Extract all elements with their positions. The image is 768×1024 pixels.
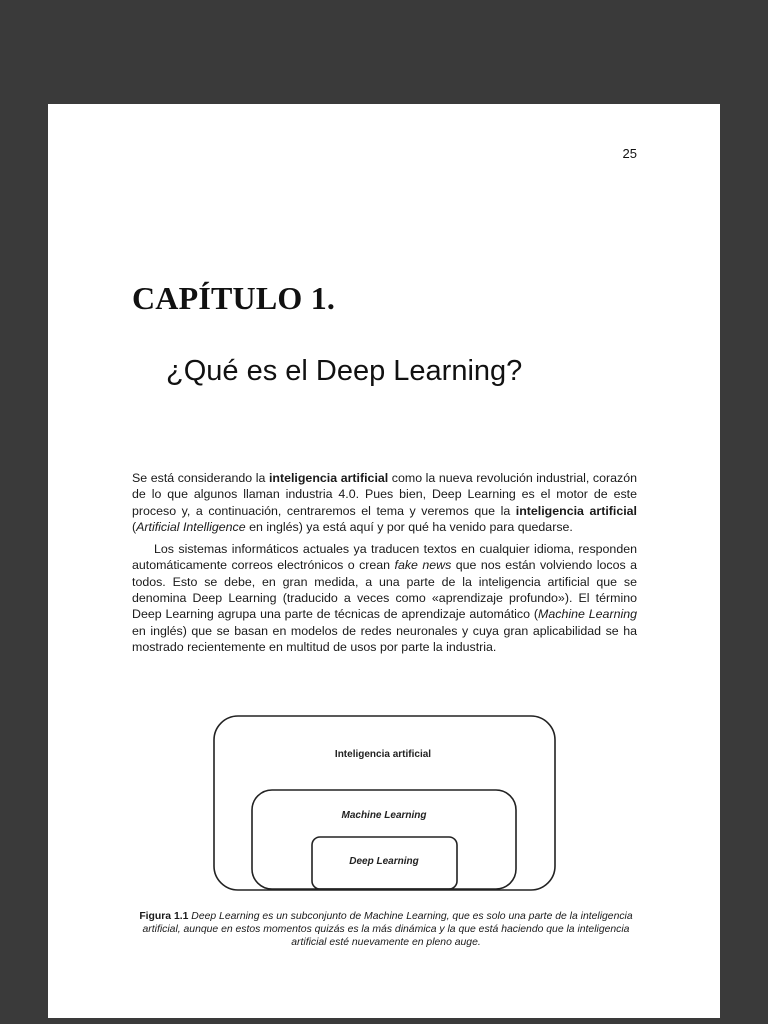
text-run: Machine Learning (538, 607, 637, 622)
page-number: 25 (622, 146, 637, 161)
inner-box-label: Deep Learning (349, 856, 419, 867)
text-run: inteligencia artificial (268, 471, 389, 485)
paragraph-2 (132, 541, 637, 655)
text-run: ( (132, 519, 137, 534)
figure-caption (136, 910, 636, 950)
nested-sets-diagram (213, 715, 557, 893)
body-text (132, 470, 637, 661)
text-run: en inglés) ya está aquí y por qué ha venido para quedarse. (245, 519, 573, 534)
text-run: que nos están volviendo locos a todos. Esto se debe, en gran medida, a una parte de la inteligencia artificial que se denomina Deep Learning (traducido a veces como «aprendizaje profundo»). El término Deep Learning agrupa una parte de técnicas de aprendizaje automático ( (132, 558, 637, 622)
chapter-label: CAPÍTULO 1. (132, 280, 336, 316)
caption-label: Figura 1.1 (139, 911, 189, 922)
text-run: Se está considerando la (132, 471, 269, 485)
text-run: como la nueva revolución industrial, corazón de lo que algunos llaman industria 4.0. Pues bien, Deep Learning es el motor de este proceso y, a continuación, centraremos el tema y veremos que la (132, 471, 637, 518)
middle-box-label: Machine Learning (341, 810, 427, 821)
book-page (48, 104, 720, 1018)
text-run: inteligencia artificial (515, 503, 637, 518)
text-run: en inglés) que se basan en modelos de redes neuronales y cuya gran aplicabilidad se ha mostrado recientemente en multitud de usos por parte la industria. (132, 623, 637, 654)
text-run: Artificial Intelligence (136, 519, 246, 534)
paragraph-1 (132, 470, 637, 535)
caption-text: Deep Learning es un subconjunto de Machine Learning, que es solo una parte de la inteligencia artificial, aunque en estos momentos quizás es la más dinámica y la que está haciendo que la inteligencia artificial esté nuevamente en pleno auge. (142, 911, 633, 949)
text-run: fake news (394, 558, 452, 573)
text-run: Los sistemas informáticos actuales ya traducen textos en cualquier idioma, responden automáticamente correos electrónicos o crean (132, 542, 637, 573)
middle-box (252, 790, 516, 889)
outer-box-label: Inteligencia artificial (334, 749, 432, 760)
chapter-title: ¿Qué es el Deep Learning? (166, 355, 523, 387)
